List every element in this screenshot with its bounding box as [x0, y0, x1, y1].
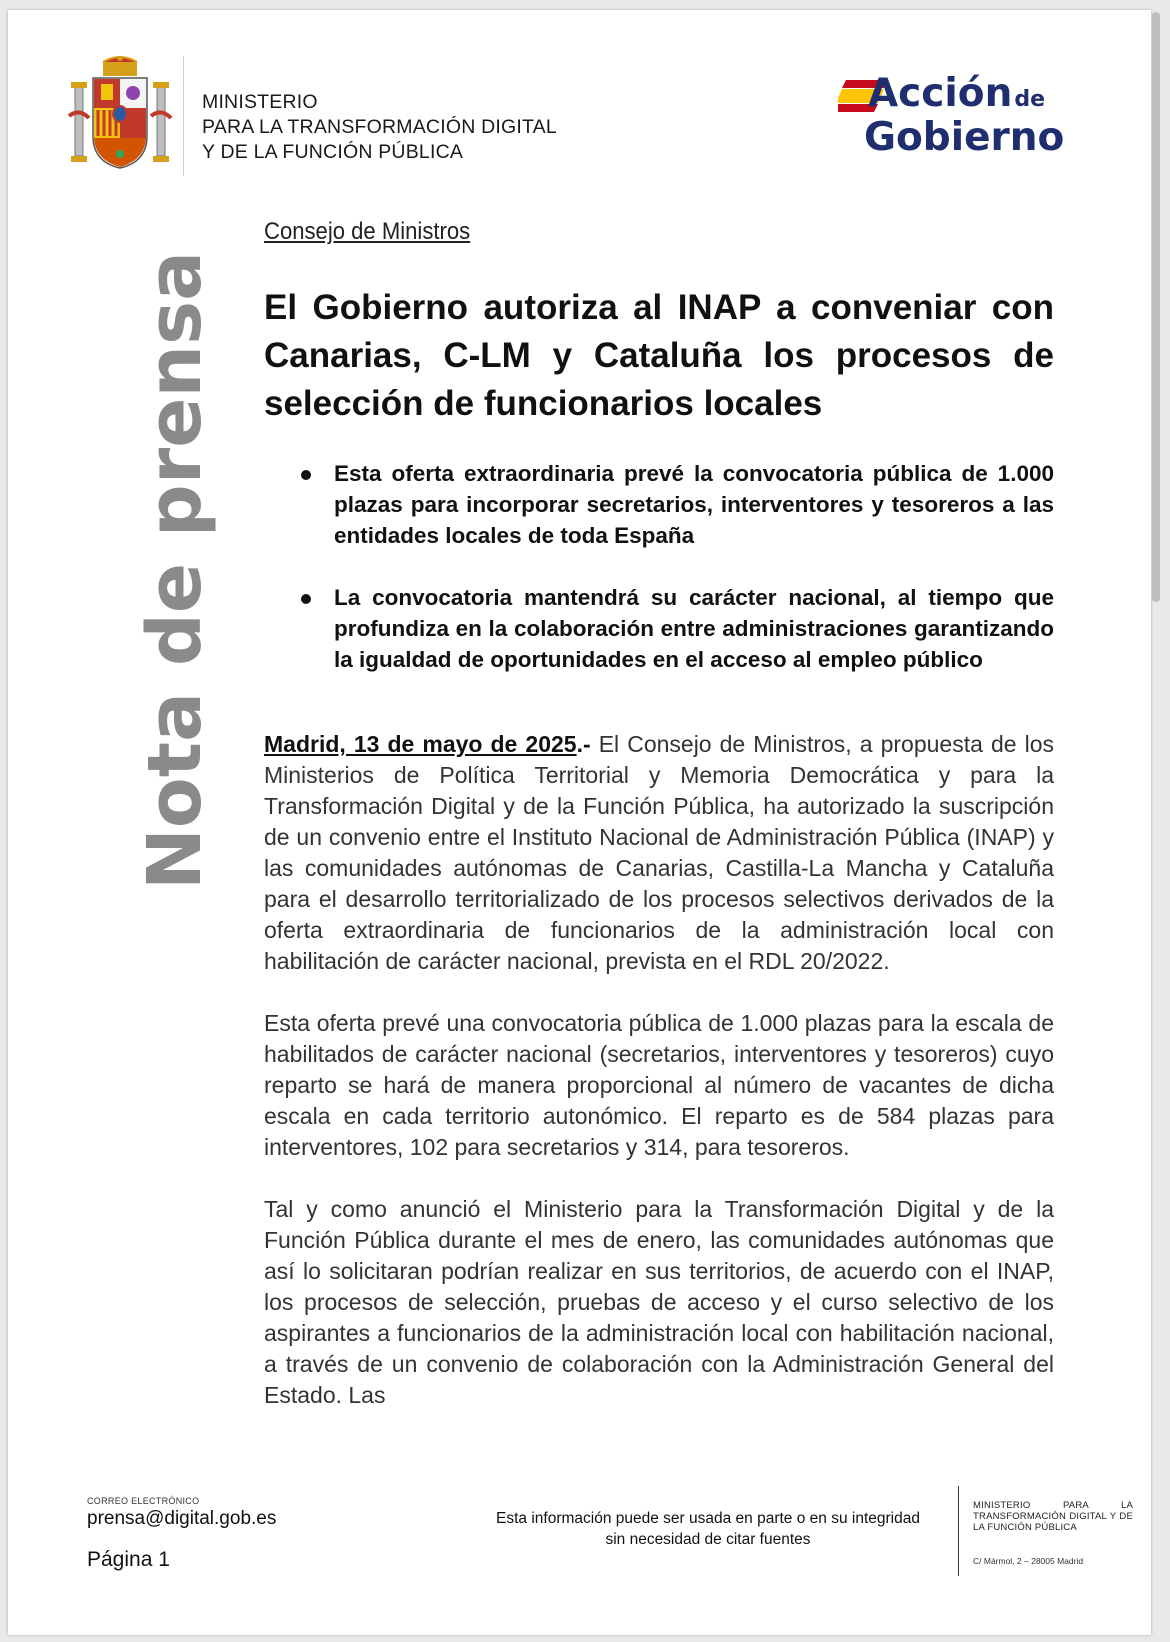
footer-divider — [958, 1486, 959, 1576]
logo-word-accion: Acción — [868, 71, 1013, 116]
bullet-dot-icon — [301, 594, 311, 604]
body-paragraph — [264, 729, 1054, 977]
summary-bullet-text: Esta oferta extraordinaria prevé la convocatoria pública de 1.000 plazas para incorporar secretarios, interventores y tesoreros a las entidades locales de toda España — [334, 461, 1054, 548]
body-text — [264, 729, 1054, 1411]
ministry-header-line: PARA LA TRANSFORMACIÓN DIGITAL — [202, 116, 557, 138]
footer-ministry: MINISTERIO PARA LA TRANSFORMACIÓN DIGITAL Y DE LA FUNCIÓN PÚBLICA — [973, 1500, 1133, 1533]
accion-de-gobierno-logo — [838, 70, 1068, 160]
paragraph-text: El Consejo de Ministros, a propuesta de los Ministerios de Política Territorial y Memoria Democrática y para la Transformación Digital y de la Función Pública, ha autorizado la suscripción de un convenio entre el Instituto Nacional de Administración Pública (INAP) y las comunidades autónomas de Canarias, Castilla-La Mancha y Cataluña para el desarrollo territorializado de los procesos selectivos derivados de la oferta extraordinaria de funcionarios de la administración local con habilitación de carácter nacional, prevista en el RDL 20/2022. — [264, 731, 1054, 974]
footer-notice: Esta información puede ser usada en parte o en su integridad sin necesidad de citar fuentes — [496, 1510, 920, 1548]
dateline-separator: .- — [576, 731, 591, 757]
ministry-header-line: Y DE LA FUNCIÓN PÚBLICA — [202, 141, 464, 163]
summary-bullet — [264, 582, 1054, 675]
footer-address: C/ Mármol, 2 – 28005 Madrid — [973, 1556, 1084, 1566]
summary-bullets — [264, 458, 1054, 675]
page-number: Página 1 — [87, 1548, 170, 1571]
ministry-header — [202, 90, 557, 165]
summary-bullet-text: La convocatoria mantendrá su carácter nacional, al tiempo que profundiza en la colaboración entre administraciones garantizando la igualdad de oportunidades en el acceso al empleo público — [334, 585, 1054, 672]
logo-word-de: de — [1014, 87, 1046, 112]
scrollbar[interactable] — [1152, 12, 1160, 602]
footer-email-label: CORREO ELECTRÓNICO — [87, 1496, 200, 1506]
body-paragraph: Tal y como anunció el Ministerio para la Transformación Digital y de la Función Pública durante el mes de enero, las comunidades autónomas que así lo solicitaran podrían realizar en sus territorios, de acuerdo con el INAP, los procesos de selección, pruebas de acceso y el curso selectivo de los aspirantes a funcionarios de la administración local con habilitación nacional, a través de un convenio de colaboración con la Administración General del Estado. Las — [264, 1196, 1054, 1408]
coat-of-arms-emblem — [65, 56, 184, 176]
headline: El Gobierno autoriza al INAP a conveniar con Canarias, C-LM y Cataluña los procesos de selección de funcionarios locales — [264, 288, 1054, 423]
ministry-header-line: MINISTERIO — [202, 91, 318, 113]
logo-word-gobierno: Gobierno — [864, 115, 1065, 160]
nota-de-prensa-label: Nota de prensa — [132, 250, 218, 890]
category-label: Consejo de Ministros — [264, 218, 471, 245]
dateline: Madrid, 13 de mayo de 2025 — [264, 731, 577, 757]
press-release-content — [264, 218, 1054, 1442]
summary-bullet — [264, 458, 1054, 551]
footer-email: prensa@digital.gob.es — [87, 1508, 277, 1529]
bullet-dot-icon — [301, 470, 311, 480]
body-paragraph: Esta oferta prevé una convocatoria pública de 1.000 plazas para la escala de habilitados de carácter nacional (secretarios, interventores y tesoreros) cuyo reparto se hará de manera proporcional al número de vacantes de dicha escala en cada territorio autonómico. El reparto es de 584 plazas para interventores, 102 para secretarios y 314, para tesoreros. — [264, 1010, 1054, 1160]
